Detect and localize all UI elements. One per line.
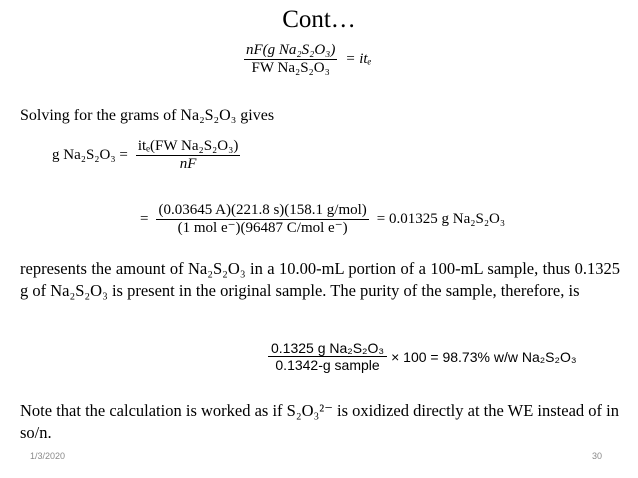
footer-date: 1/3/2020 (30, 451, 66, 461)
equation-denominator: FW Na₂S₂O₃ (251, 60, 330, 77)
equation-numeric (140, 202, 505, 238)
equation-denominator: 0.1342-g sample (275, 357, 380, 374)
equation-numerator: nF(g Na₂S₂O₃) (246, 42, 336, 58)
equation-numerator: (0.03645 A)(221.8 s)(158.1 g/mol) (158, 202, 367, 218)
slide-title: Cont… (282, 6, 356, 33)
slide-number: 30 (592, 451, 603, 461)
equation-rhs: = itₑ (345, 51, 372, 68)
equation-grams (52, 138, 240, 174)
equation-lhs: = (140, 211, 149, 228)
body-paragraph: represents the amount of Na₂S₂O₃ in a 10.00-mL portion of a 100-mL sample, thus 0.1325 g of Na₂S₂O₃ is present in the original sample. The purity of the sample, therefore, is (20, 259, 620, 300)
equation-fraction (156, 202, 368, 238)
equation-rhs: = 0.01325 g Na₂S₂O₃ (376, 211, 506, 228)
equation-denominator: nF (179, 156, 197, 173)
equation-purity (268, 340, 577, 373)
equation-fraction (136, 138, 241, 174)
equation-denominator: (1 mol e⁻)(96487 C/mol e⁻) (177, 220, 348, 237)
equation-fraction (268, 340, 387, 373)
equation-rhs: × 100 = 98.73% w/w Na₂S₂O₃ (391, 348, 577, 365)
equation-numerator: itₑ(FW Na₂S₂O₃) (137, 138, 239, 154)
note-paragraph: Note that the calculation is worked as if S₂O₃²⁻ is oxidized directly at the WE instead of in so/n. (20, 401, 619, 442)
equation-fraction (244, 42, 337, 78)
equation-lhs: g Na₂S₂O₃ = (52, 147, 128, 164)
equation-numerator: 0.1325 g Na₂S₂O₃ (271, 340, 385, 356)
solving-text: Solving for the grams of Na₂S₂O₃ gives (20, 107, 275, 124)
equation-charge-relation (244, 42, 372, 78)
